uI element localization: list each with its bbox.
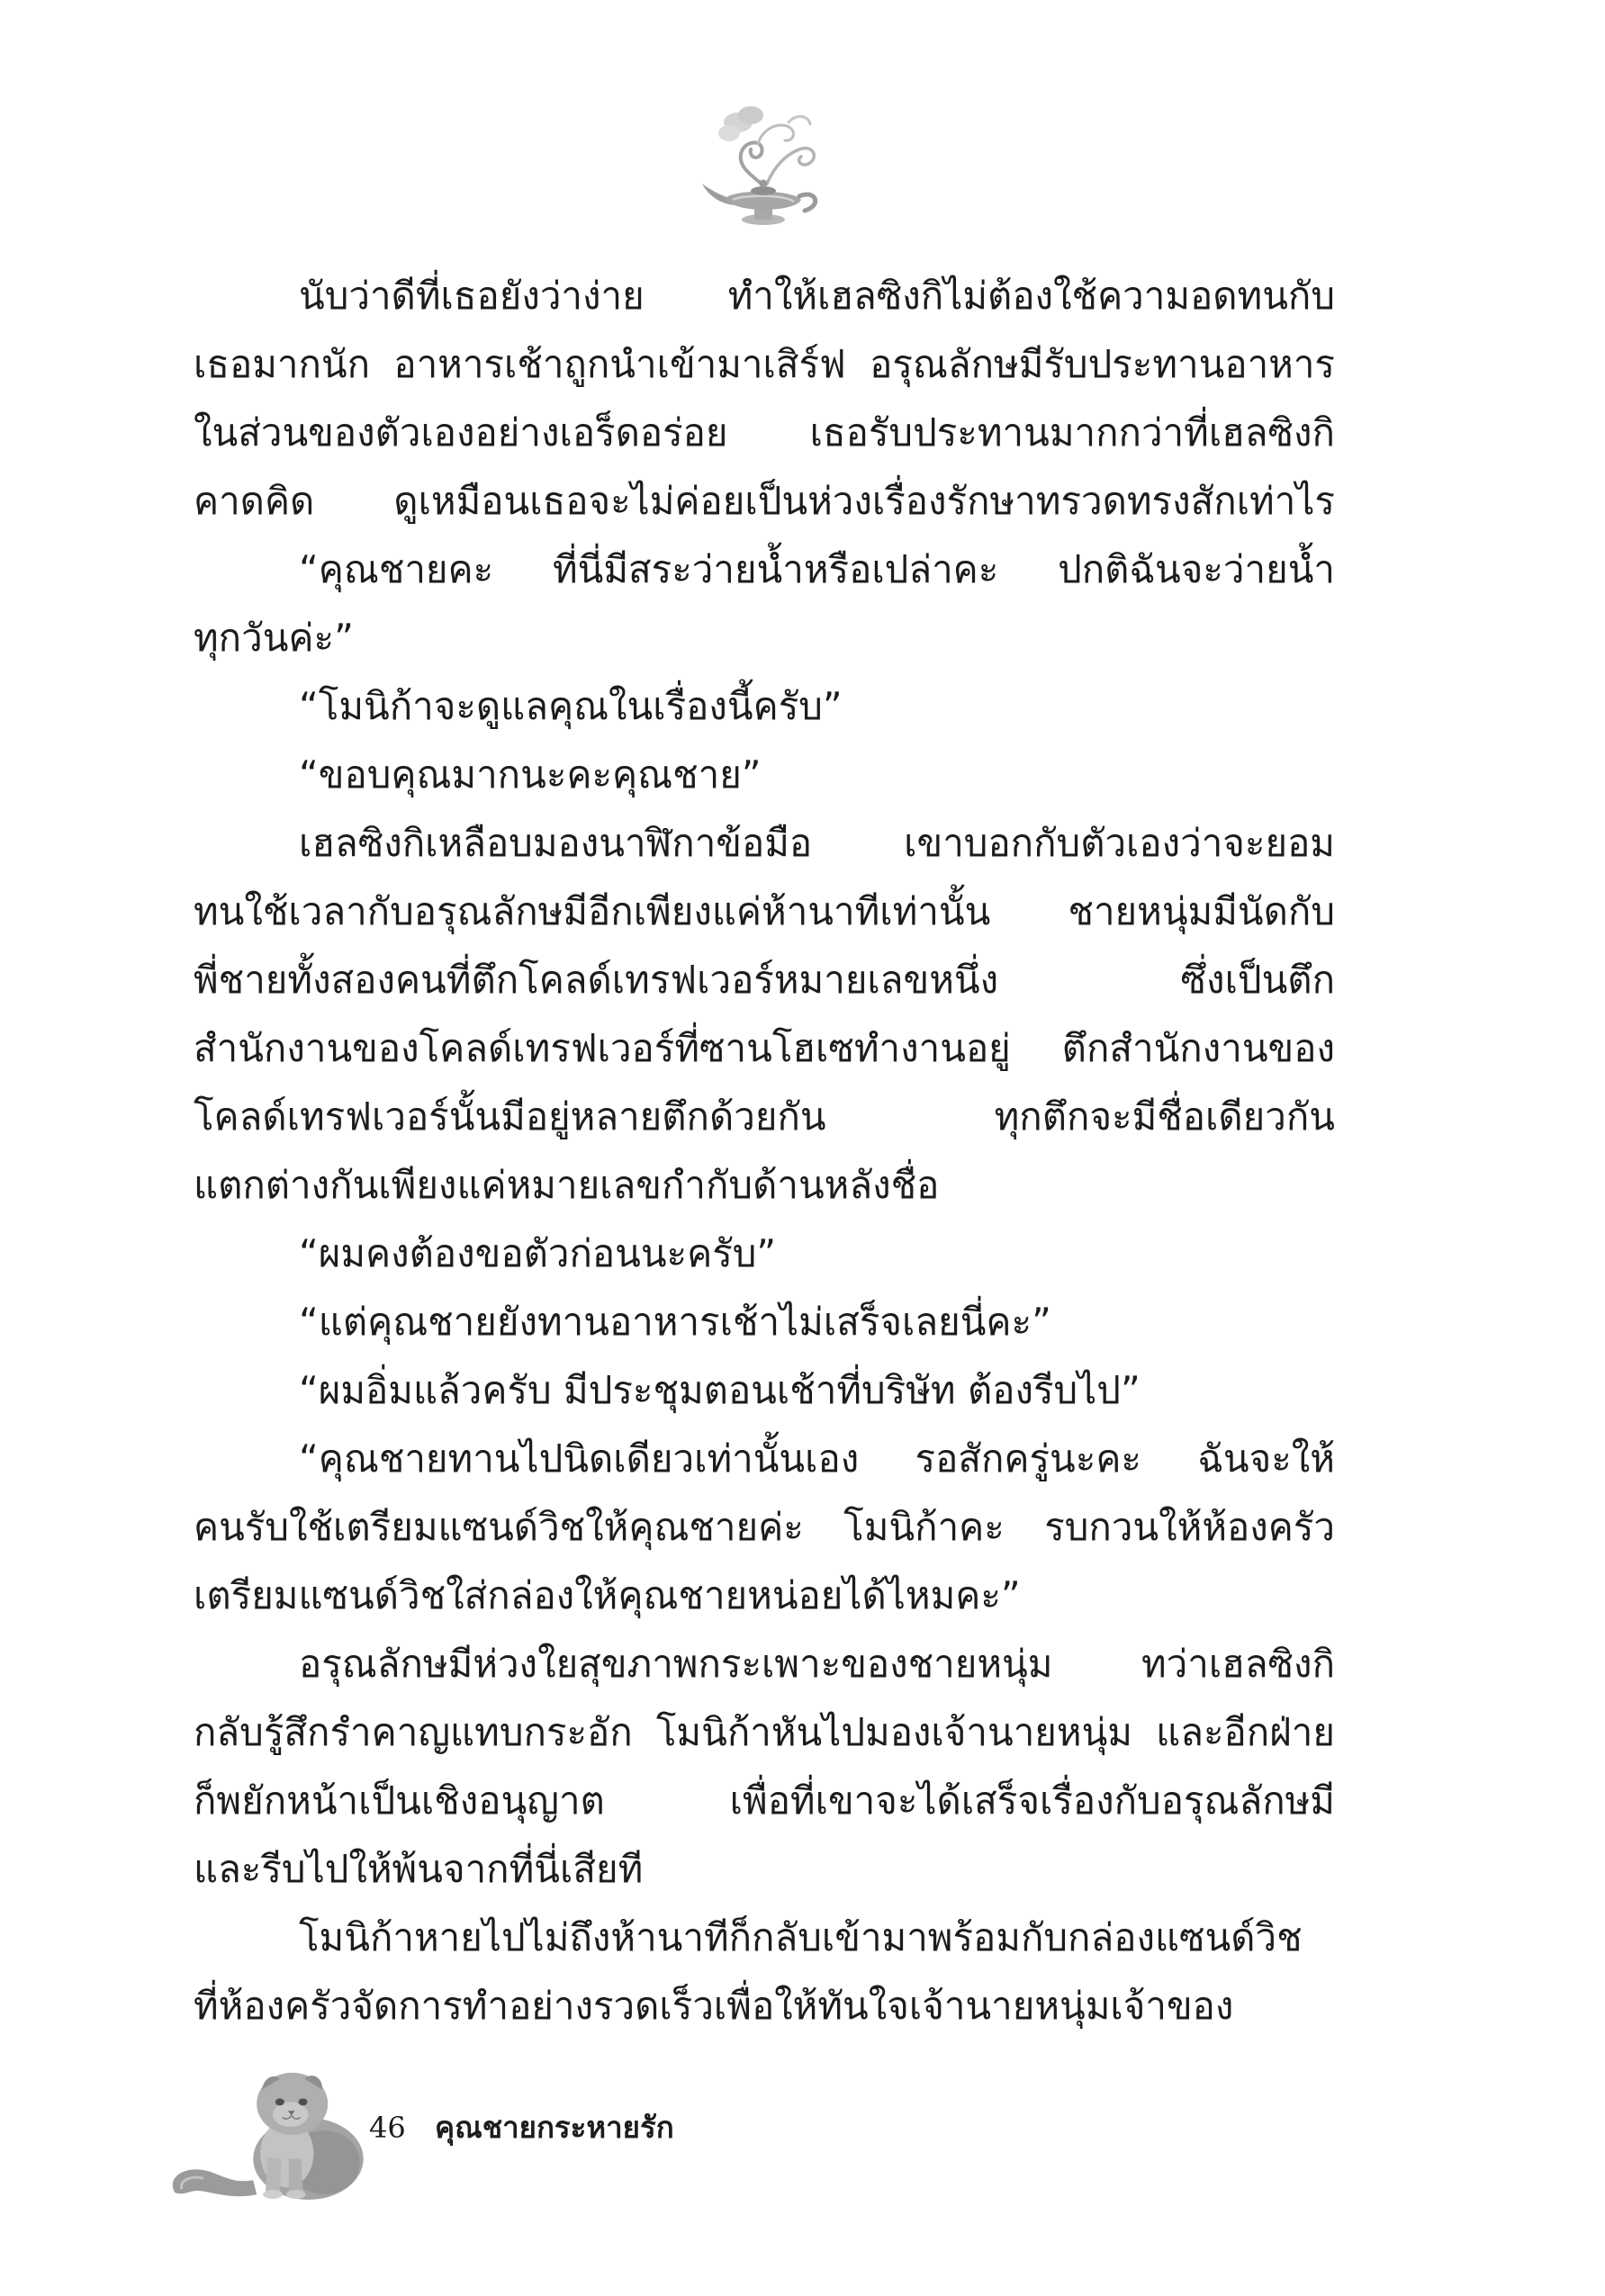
cat-illustration [167,2059,373,2201]
paragraph [194,262,1335,536]
text-line: “คุณชายทานไปนิดเดียวเท่านั้นเอง รอสักครู่นะคะ ฉันจะให้ [299,1436,1335,1481]
paragraph [194,536,1335,672]
text-line: “ขอบคุณมากนะคะคุณชาย” [299,752,762,797]
text-line: สำนักงานของโคลด์เทรฟเวอร์ที่ซานโฮเซทำงานอยู่ ตึกสำนักงานของ [194,1026,1335,1070]
paragraph [194,809,1335,1220]
text-line: “ผมอิ่มแล้วครับ มีประชุมตอนเช้าที่บริษัท ต้องรีบไป” [299,1368,1141,1412]
text-line: เธอมากนัก อาหารเช้าถูกนำเข้ามาเสิร์ฟ อรุณลักษมีรับประทานอาหาร [194,342,1335,386]
magic-lamp-icon [699,95,828,230]
text-line: ในส่วนของตัวเองอย่างเอร็ดอร่อย เธอรับประทานมากกว่าที่เฮลซิงกิ [194,410,1335,455]
text-line: พี่ชายทั้งสองคนที่ตึกโคลด์เทรฟเวอร์หมายเลขหนึ่ง ซึ่งเป็นตึก [194,958,1335,1002]
text-line: ก็พยักหน้าเป็นเชิงอนุญาต เพื่อที่เขาจะได้เสร็จเรื่องกับอรุณลักษมี [194,1778,1335,1823]
text-line: ทุกวันค่ะ” [194,616,354,660]
paragraph [194,672,1335,741]
running-title: คุณชายกระหายรัก [435,2110,674,2145]
text-line: กลับรู้สึกรำคาญแทบกระอัก โมนิก้าหันไปมองเจ้านายหนุ่ม และอีกฝ่าย [194,1710,1335,1754]
text-line: “โมนิก้าจะดูแลคุณในเรื่องนี้ครับ” [299,684,843,728]
paragraph [194,1356,1335,1425]
paragraph [194,1288,1335,1356]
text-line: “แต่คุณชายยังทานอาหารเช้าไม่เสร็จเลยนี่คะ” [299,1300,1051,1344]
paragraph [194,1904,1335,2040]
text-line: โมนิก้าหายไปไม่ถึงห้านาทีก็กลับเข้ามาพร้อมกับกล่องแซนด์วิช [299,1915,1303,1959]
text-line: ทนใช้เวลากับอรุณลักษมีอีกเพียงแค่ห้านาทีเท่านั้น ชายหนุ่มมีนัดกับ [194,889,1335,933]
text-line: ที่ห้องครัวจัดการทำอย่างรวดเร็วเพื่อให้ทันใจเจ้านายหนุ่มเจ้าของ [194,1984,1234,2028]
text-line: และรีบไปให้พ้นจากที่นี่เสียที [194,1847,644,1891]
text-line: คาดคิด ดูเหมือนเธอจะไม่ค่อยเป็นห่วงเรื่องรักษาทรวดทรงสักเท่าไร [194,479,1335,523]
text-line: โคลด์เทรฟเวอร์นั้นมีอยู่หลายตึกด้วยกัน ทุกตึกจะมีชื่อเดียวกัน [194,1094,1335,1139]
paragraph [194,1220,1335,1288]
body-text [194,262,1335,2040]
paragraph [194,1630,1335,1904]
text-line: “คุณชายคะ ที่นี่มีสระว่ายน้ำหรือเปล่าคะ ปกติฉันจะว่ายน้ำ [299,547,1335,591]
text-line: เตรียมแซนด์วิชใส่กล่องให้คุณชายหน่อยได้ไหมคะ” [194,1573,1021,1617]
text-line: คนรับใช้เตรียมแซนด์วิชให้คุณชายค่ะ โมนิก้าคะ รบกวนให้ห้องครัว [194,1505,1335,1549]
text-line: “ผมคงต้องขอตัวก่อนนะครับ” [299,1231,777,1275]
text-line: เฮลซิงกิเหลือบมองนาฬิกาข้อมือ เขาบอกกับตัวเองว่าจะยอม [299,821,1335,865]
page-number: 46 [369,2111,406,2145]
text-line: แตกต่างกันเพียงแค่หมายเลขกำกับด้านหลังชื่อ [194,1163,940,1207]
text-line: นับว่าดีที่เธอยังว่าง่าย ทำให้เฮลซิงกิไม่ต้องใช้ความอดทนกับ [299,274,1335,318]
paragraph [194,1425,1335,1630]
paragraph [194,741,1335,809]
text-line: อรุณลักษมีห่วงใยสุขภาพกระเพาะของชายหนุ่ม ทว่าเฮลซิงกิ [299,1642,1335,1686]
